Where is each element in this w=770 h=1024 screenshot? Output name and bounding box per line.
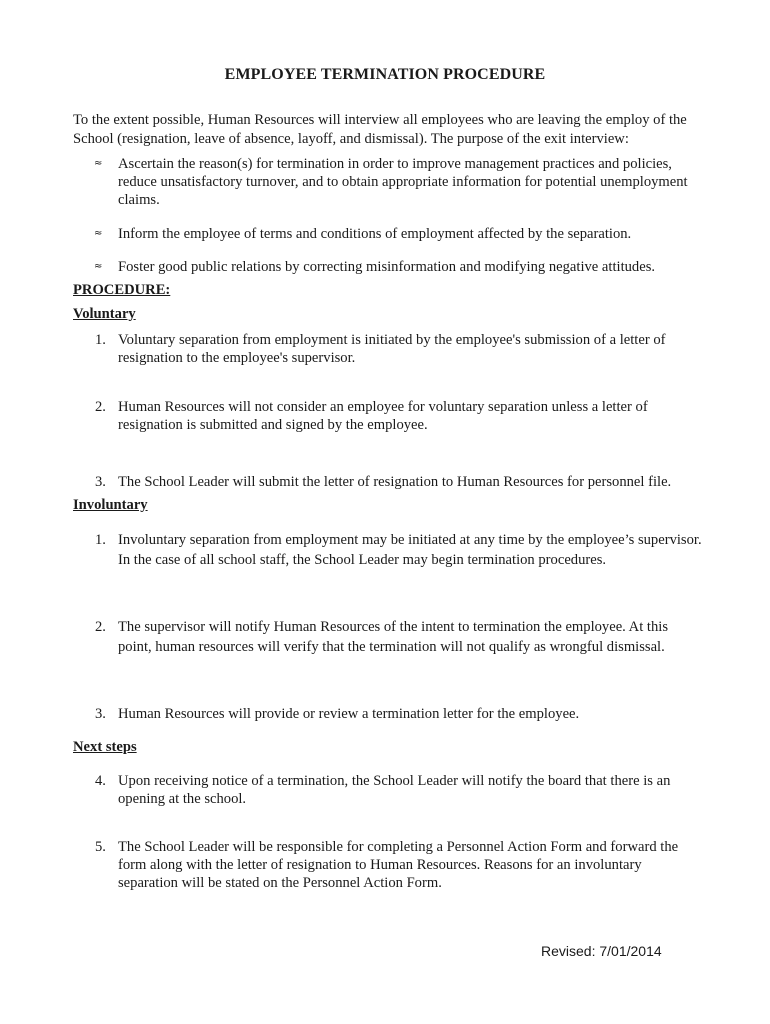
bullet-item — [73, 258, 698, 276]
item-number: 3. — [95, 474, 106, 490]
bullet-icon: ≈ — [94, 228, 103, 239]
bullet-item — [73, 155, 698, 209]
item-number: 4. — [95, 773, 106, 789]
item-text: Voluntary separation from employment is initiated by the employee's submission of a letter of resignation to the employee's supervisor. — [118, 332, 666, 366]
list-item — [73, 530, 703, 570]
item-number: 1. — [95, 532, 106, 548]
list-item — [73, 705, 703, 723]
revision-date: Revised: 7/01/2014 — [541, 943, 662, 959]
bullet-item — [73, 225, 698, 243]
item-number: 1. — [95, 332, 106, 348]
bullet-text: Foster good public relations by correcting misinformation and modifying negative attitudes. — [118, 259, 656, 275]
item-text: The School Leader will submit the letter of resignation to Human Resources for personnel file. — [118, 474, 672, 490]
item-number: 5. — [95, 839, 106, 855]
list-item — [73, 331, 703, 367]
document-title: EMPLOYEE TERMINATION PROCEDURE — [224, 66, 546, 83]
procedure-heading: PROCEDURE: — [73, 282, 171, 298]
bullet-icon: ≈ — [94, 261, 103, 272]
involuntary-heading: Involuntary — [73, 497, 148, 513]
intro-paragraph: To the extent possible, Human Resources will interview all employees who are leaving the employ of the School (resignation, leave of absence, layoff, and dismissal). The purpose of the exit interview: — [73, 112, 687, 147]
list-item — [73, 772, 703, 808]
item-text: Human Resources will not consider an employee for voluntary separation unless a letter of resignation is submitted and signed by the employee. — [118, 399, 648, 433]
list-item — [73, 398, 703, 434]
item-text: Involuntary separation from employment may be initiated at any time by the employee’s supervisor. In the case of all school staff, the School Leader may begin termination procedures. — [118, 532, 702, 568]
list-item — [73, 838, 703, 892]
item-text: The School Leader will be responsible for completing a Personnel Action Form and forward the form along with the letter of resignation to Human Resources. Reasons for an involuntary separation will be stated on the Personnel Action Form. — [118, 839, 679, 891]
next-steps-heading: Next steps — [73, 739, 137, 755]
list-item — [73, 473, 703, 491]
bullet-text: Ascertain the reason(s) for termination in order to improve management practices and policies, reduce unsatisfactory turnover, and to obtain appropriate information for potential unemployment claims. — [118, 156, 688, 208]
list-item — [73, 617, 703, 657]
item-number: 2. — [95, 399, 106, 415]
item-text: Upon receiving notice of a termination, the School Leader will notify the board that there is an opening at the school. — [118, 773, 671, 807]
bullet-text: Inform the employee of terms and conditions of employment affected by the separation. — [118, 226, 632, 242]
item-number: 2. — [95, 619, 106, 635]
item-text: Human Resources will provide or review a termination letter for the employee. — [118, 706, 580, 722]
item-number: 3. — [95, 706, 106, 722]
bullet-icon: ≈ — [94, 158, 103, 169]
voluntary-heading: Voluntary — [73, 306, 136, 322]
item-text: The supervisor will notify Human Resources of the intent to termination the employee. At this point, human resources will verify that the termination will not qualify as wrongful dismissal. — [118, 619, 668, 655]
